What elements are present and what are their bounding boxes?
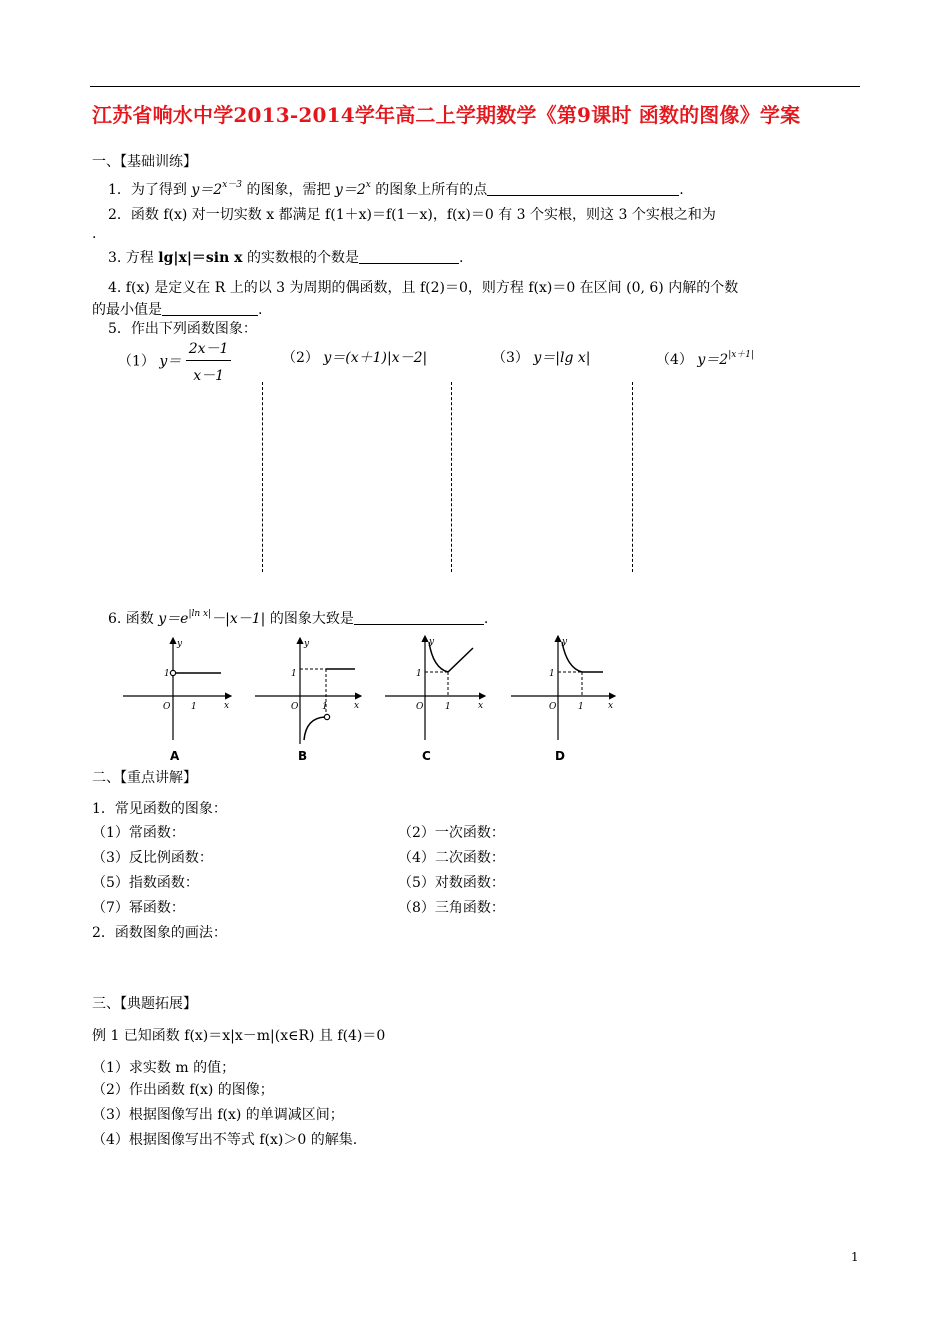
q1-answer-blank[interactable] — [487, 181, 679, 196]
graph-a-y-tick: 1 — [164, 669, 170, 679]
page-title: 江苏省响水中学2013-2014学年高二上学期数学《第9课时 函数的图像》学案 — [92, 103, 801, 127]
graph-c-origin: O — [416, 702, 424, 712]
func-type-left-3: （5）指数函数： — [92, 875, 199, 891]
graph-b[interactable] — [255, 638, 361, 763]
q4-line2-text: 的最小值是 — [92, 302, 162, 318]
section1-heading: 一、【基础训练】 — [92, 154, 197, 170]
example-part-3: （3）根据图像写出 f(x) 的单调减区间； — [92, 1107, 344, 1123]
q3-answer-blank[interactable] — [359, 249, 459, 264]
q1-mid: 的图象，需把 — [242, 182, 335, 198]
q5-item-4-base: y＝2 — [697, 352, 729, 368]
q5-item-1-lhs: y＝ — [159, 353, 182, 370]
fraction-numerator: 2x－1 — [186, 338, 232, 361]
q6-expr-rest: －|x－1| — [211, 611, 266, 627]
q1-pre: 1．为了得到 — [108, 182, 192, 198]
q6-pre: 6. 函数 — [108, 611, 159, 627]
q6-post: 的图象大致是 — [265, 611, 354, 627]
question-2: 2．函数 f(x) 对一切实数 x 都满足 f(1＋x)＝f(1－x)，f(x)＝0 有 3 个实根，则这 3 个实根之和为 — [108, 207, 716, 223]
graph-d-y-label: y — [562, 637, 568, 647]
graph-b-x-tick: 1 — [322, 702, 328, 712]
divider-dashed-3 — [632, 382, 633, 572]
graph-b-y-tick: 1 — [291, 669, 297, 679]
q5-item-2-expr: y＝(x＋1)|x－2| — [323, 350, 428, 366]
graph-a-x-label: x — [224, 701, 230, 711]
graph-c-y-label: y — [429, 637, 435, 647]
func-type-right-4: （8）三角函数： — [398, 900, 505, 916]
q5-item-1 — [118, 338, 231, 385]
graph-a-label: A — [170, 749, 180, 763]
section3-heading: 三、【典题拓展】 — [92, 996, 197, 1012]
example-part-4: （4）根据图像写出不等式 f(x)＞0 的解集. — [92, 1132, 358, 1148]
graph-a-y-label: y — [177, 639, 183, 649]
q5-item-2 — [282, 347, 427, 367]
question-3: 3. 方程 lg|x|＝sin x 的实数根的个数是 . — [108, 250, 464, 266]
q1-exp1: x－3 — [222, 180, 242, 190]
graph-c-y-tick: 1 — [416, 669, 422, 679]
func-type-right-3: （5）对数函数： — [398, 875, 505, 891]
example-1: 例 1 已知函数 f(x)＝x|x－m|(x∈R) 且 f(4)＝0 — [92, 1028, 386, 1044]
question-1: 1．为了得到 $y=2^{x-3}$ 的图象，需把 $y=2^x$ 的图象上所有的点 . — [108, 180, 684, 198]
graph-d-x-label: x — [608, 701, 614, 711]
graph-d-label: D — [555, 749, 565, 763]
graph-c[interactable] — [385, 636, 485, 763]
graph-d-x-tick: 1 — [578, 702, 584, 712]
q5-item-4-label: （4） — [656, 352, 693, 368]
q6-expr-exp: |ln x| — [188, 609, 212, 619]
graph-c-x-label: x — [478, 701, 484, 711]
q4-answer-blank[interactable] — [162, 301, 258, 316]
q1-expr1: y＝2 — [191, 182, 223, 198]
top-rule — [90, 86, 860, 87]
q5-item-3-label: （3） — [492, 350, 529, 366]
func-type-left-4: （7）幂函数： — [92, 900, 185, 916]
q5-item-3 — [492, 347, 591, 367]
q3-post: 的实数根的个数是 — [242, 250, 359, 266]
q1-exp2: x — [365, 180, 371, 190]
page-number: 1 — [851, 1250, 859, 1264]
q6-answer-blank[interactable] — [354, 610, 484, 625]
q5-item-4 — [656, 347, 754, 369]
q3-pre: 3. 方程 — [108, 250, 159, 266]
graph-a-x-tick: 1 — [191, 702, 197, 712]
graph-d-y-tick: 1 — [549, 669, 555, 679]
q5-item-1-fraction — [186, 338, 232, 385]
example-part-2: （2）作出函数 f(x) 的图像； — [92, 1082, 274, 1098]
question-6: 6. 函数 $y=e^{|ln x|}-|x-1|$ 的图象大致是 . — [108, 609, 489, 627]
func-type-right-1: （2）一次函数： — [398, 825, 505, 841]
q5-item-1-label: （1） — [118, 353, 155, 370]
q5-item-2-label: （2） — [282, 350, 319, 366]
divider-dashed-2 — [451, 382, 452, 572]
graph-b-origin: O — [291, 702, 299, 712]
graph-d[interactable] — [511, 636, 615, 763]
question-4: 4. f(x) 是定义在 R 上的以 3 为周期的偶函数，且 f(2)＝0，则方程 f(x)＝0 在区间 (0, 6) 内解的个数 — [108, 280, 739, 296]
question-4-line2: 的最小值是 . — [92, 302, 263, 318]
section2-sub1: 1．常见函数的图象： — [92, 801, 227, 817]
graph-a-origin: O — [163, 702, 171, 712]
question-2-end: . — [92, 226, 97, 242]
func-type-right-2: （4）二次函数： — [398, 850, 505, 866]
graph-d-origin: O — [549, 702, 557, 712]
graph-c-x-tick: 1 — [445, 702, 451, 712]
q6-expr-base: y＝e — [158, 611, 189, 627]
q3-expr: lg|x|＝sin x — [158, 250, 243, 266]
example-part-1: （1）求实数 m 的值； — [92, 1060, 236, 1076]
graph-b-x-label: x — [354, 701, 360, 711]
q5-item-4-exp: |x＋1| — [728, 350, 755, 360]
func-type-left-2: （3）反比例函数： — [92, 850, 213, 866]
fraction-denominator: x－1 — [193, 368, 225, 384]
graph-a[interactable] — [123, 638, 231, 763]
q6-graphs — [115, 632, 625, 764]
section2-heading: 二、【重点讲解】 — [92, 770, 197, 786]
section2-sub2: 2．函数图象的画法： — [92, 925, 227, 941]
q1-post: 的图象上所有的点 — [370, 182, 488, 198]
graph-b-label: B — [298, 749, 308, 763]
q1-expr2: y＝2 — [334, 182, 366, 198]
graph-b-y-label: y — [304, 639, 310, 649]
divider-dashed-1 — [262, 382, 263, 572]
graph-c-label: C — [422, 749, 431, 763]
func-type-left-1: （1）常函数： — [92, 825, 185, 841]
q5-item-3-expr: y＝|lg x| — [533, 350, 591, 366]
question-5: 5．作出下列函数图象： — [108, 321, 257, 337]
